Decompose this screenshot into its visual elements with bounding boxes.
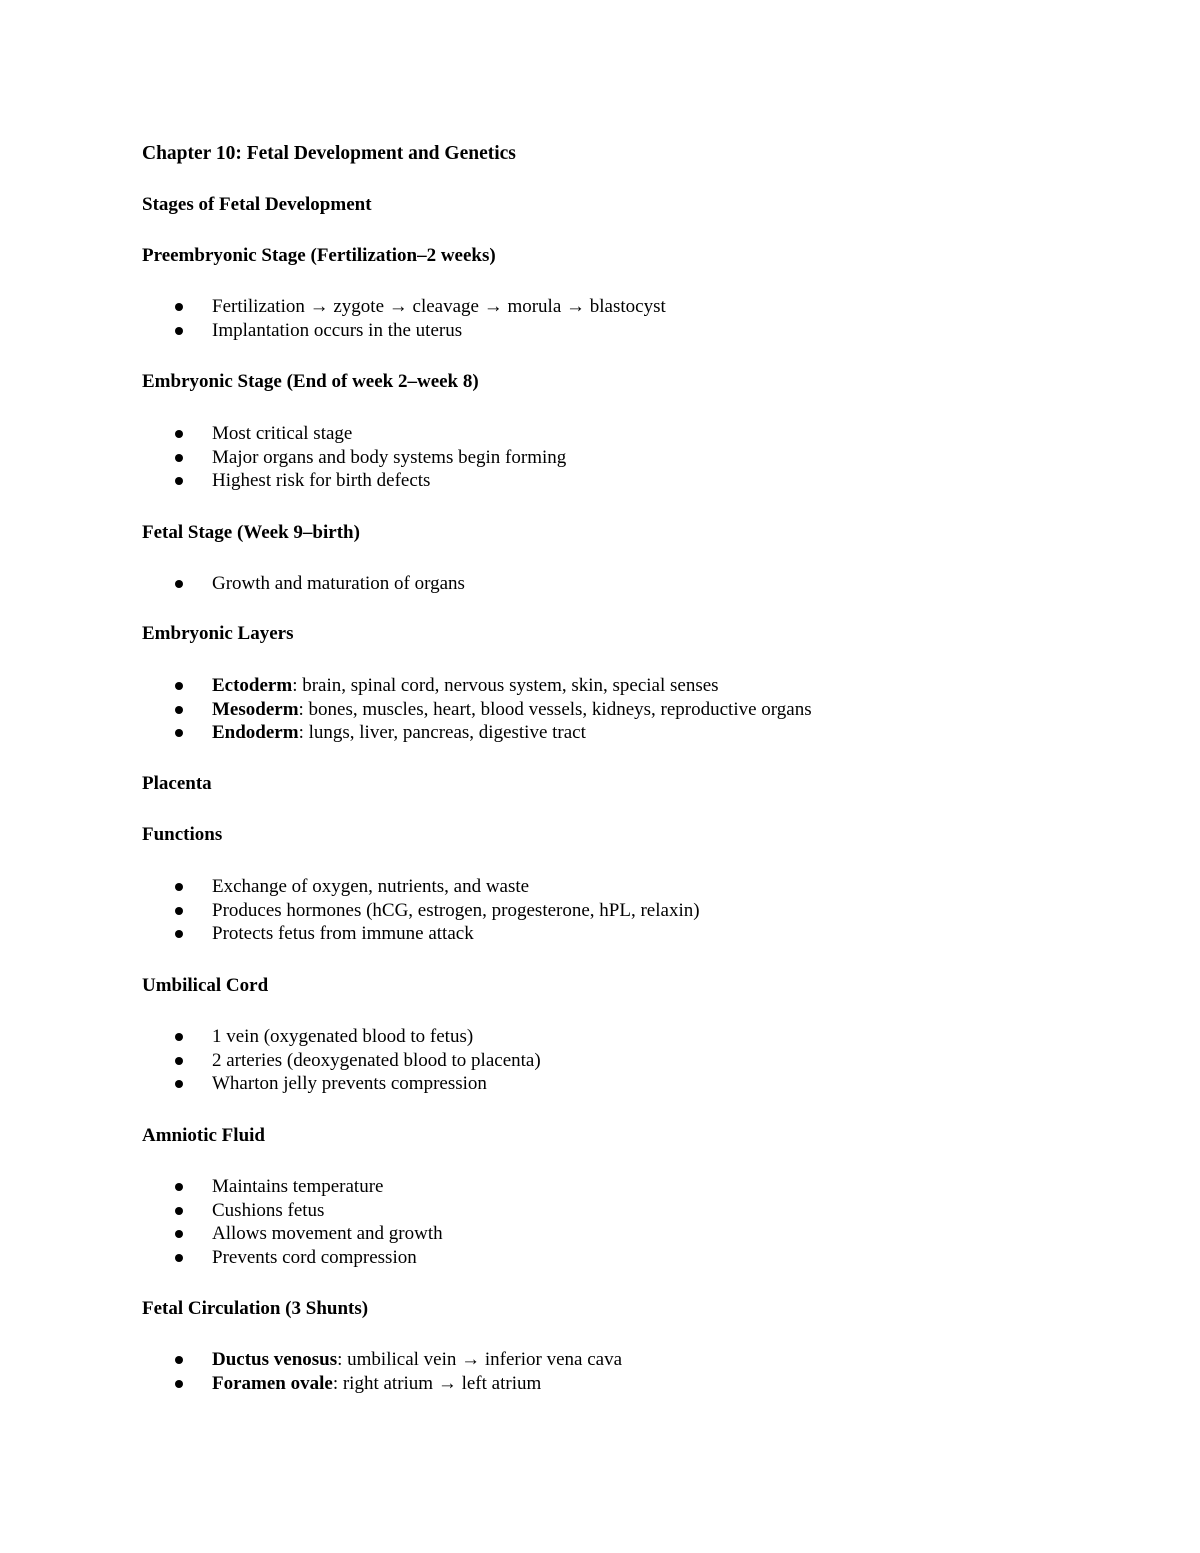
bullet-icon — [175, 327, 183, 335]
bullet-icon — [175, 1183, 183, 1191]
list-item-text: Wharton jelly prevents compression — [212, 1073, 487, 1095]
list-item-text: Prevents cord compression — [212, 1247, 417, 1269]
list-item-text: Highest risk for birth defects — [212, 470, 431, 492]
chapter-title: Chapter 10: Fetal Development and Genetics — [142, 143, 516, 164]
list-item-text: 2 arteries (deoxygenated blood to placenta) — [212, 1049, 541, 1071]
list-item-text: Exchange of oxygen, nutrients, and waste — [212, 876, 530, 897]
list-item-text — [212, 1372, 541, 1396]
bullet-icon — [175, 706, 183, 714]
section-heading-umbilical: Umbilical Cord — [142, 975, 269, 996]
term-description: : umbilical vein → inferior vena cava — [337, 1349, 623, 1370]
term-description: : right atrium → left atrium — [332, 1372, 542, 1394]
section-heading-stages: Stages of Fetal Development — [142, 194, 372, 215]
list-item-text: Cushions fetus — [212, 1199, 325, 1221]
list-item-text: 1 vein (oxygenated blood to fetus) — [212, 1026, 474, 1047]
list-item-text — [212, 698, 812, 722]
section-heading-functions: Functions — [142, 824, 223, 845]
section-heading-amniotic: Amniotic Fluid — [142, 1125, 265, 1146]
list-item-text — [212, 674, 719, 698]
term-label: Endoderm — [212, 722, 299, 744]
section-heading-preembryonic: Preembryonic Stage (Fertilization–2 weeks) — [142, 245, 496, 266]
section-heading-embryonic: Embryonic Stage (End of week 2–week 8) — [142, 371, 479, 392]
bullet-icon — [175, 1230, 183, 1238]
list-item-text — [212, 1348, 622, 1372]
list-item-text: Protects fetus from immune attack — [212, 923, 474, 945]
list-item-text: Growth and maturation of organs — [212, 573, 465, 594]
term-label: Mesoderm — [212, 698, 299, 720]
bullet-icon — [175, 930, 183, 938]
list-item-text: Major organs and body systems begin forming — [212, 446, 567, 468]
list-item-text: Fertilization → zygote → cleavage → morula → blastocyst — [212, 296, 666, 317]
bullet-icon — [175, 1207, 183, 1215]
bullet-icon — [175, 477, 183, 485]
list-item-text: Produces hormones (hCG, estrogen, progesterone, hPL, relaxin) — [212, 899, 700, 921]
list-item-text: Maintains temperature — [212, 1176, 384, 1197]
bullet-icon — [175, 729, 183, 737]
bullet-icon — [175, 1057, 183, 1065]
bullet-icon — [175, 430, 183, 438]
term-label: Foramen ovale — [212, 1372, 333, 1394]
term-description: : brain, spinal cord, nervous system, skin, special senses — [292, 675, 719, 696]
list-item-text: Allows movement and growth — [212, 1223, 443, 1245]
list-item-text: Implantation occurs in the uterus — [212, 319, 463, 341]
term-label: Ectoderm — [212, 675, 293, 696]
section-heading-circulation: Fetal Circulation (3 Shunts) — [142, 1298, 369, 1319]
term-label: Ductus venosus — [212, 1349, 338, 1370]
bullet-icon — [175, 1356, 183, 1364]
list-item-text — [212, 721, 586, 745]
list-item-text: Most critical stage — [212, 423, 353, 444]
bullet-icon — [175, 1033, 183, 1041]
bullet-icon — [175, 682, 183, 690]
bullet-icon — [175, 883, 183, 891]
term-description: : bones, muscles, heart, blood vessels, kidneys, reproductive organs — [298, 698, 812, 720]
section-heading-layers: Embryonic Layers — [142, 623, 294, 644]
bullet-icon — [175, 1254, 183, 1262]
section-heading-placenta: Placenta — [142, 773, 212, 794]
bullet-icon — [175, 454, 183, 462]
section-heading-fetal: Fetal Stage (Week 9–birth) — [142, 522, 360, 543]
term-description: : lungs, liver, pancreas, digestive tract — [298, 722, 586, 744]
bullet-icon — [175, 907, 183, 915]
bullet-icon — [175, 580, 183, 588]
bullet-icon — [175, 1380, 183, 1388]
bullet-icon — [175, 1080, 183, 1088]
bullet-icon — [175, 303, 183, 311]
